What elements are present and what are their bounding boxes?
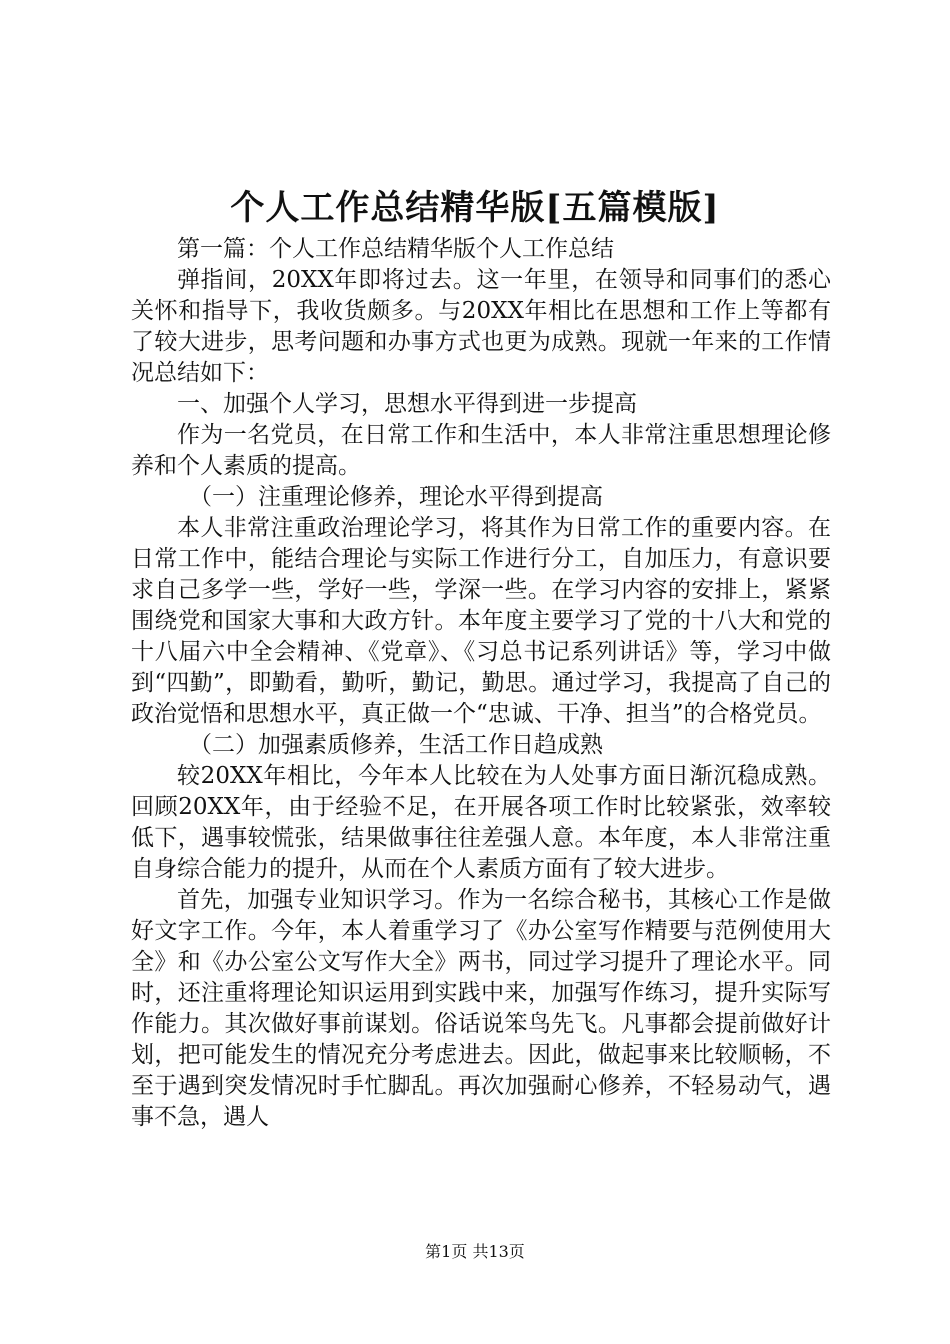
paragraph: 本人非常注重政治理论学习，将其作为日常工作的重要内容。在日常工作中，能结合理论与实际工作进行分工，自加压力，有意识要求自己多学一些，学好一些，学深一些。在学习内容的安排上，紧紧围绕党和国家大事和大政方针。本年度主要学习了党的十八大和党的十八届六中全会精神、《党章》、《习总书记系列讲话》等，学习中做到“四勤”，即勤看，勤听，勤记，勤思。通过学习，我提高了自己的政治觉悟和思想水平，真正做一个“忠诚、干净、担当”的合格党员。: [131, 515, 831, 727]
paragraph: 弹指间，20XX年即将过去。这一年里，在领导和同事们的悉心关怀和指导下，我收货颇多。与20XX年相比在思想和工作上等都有了较大进步，思考问题和办事方式也更为成熟。现就一年来的工作情况总结如下：: [131, 267, 831, 386]
paragraph-chapter-heading: 第一篇：个人工作总结精华版个人工作总结: [177, 236, 614, 262]
subsection-heading: （一）注重理论修养，理论水平得到提高: [189, 484, 603, 510]
paragraph: 较20XX年相比，今年本人比较在为人处事方面日渐沉稳成熟。回顾20XX年，由于经验不足，在开展各项工作时比较紧张，效率较低下，遇事较慌张，结果做事往往差强人意。本年度，本人非常注重自身综合能力的提升，从而在个人素质方面有了较大进步。: [131, 763, 831, 882]
subsection-heading: （二）加强素质修养，生活工作日趋成熟: [189, 732, 603, 758]
paragraph: 首先，加强专业知识学习。作为一名综合秘书，其核心工作是做好文字工作。今年，本人着重学习了《办公室写作精要与范例使用大全》和《办公室公文写作大全》两书，同过学习提升了理论水平。同时，还注重将理论知识运用到实践中来，加强写作练习，提升实际写作能力。其次做好事前谋划。俗话说笨鸟先飞。凡事都会提前做好计划，把可能发生的情况充分考虑进去。因此，做起事来比较顺畅，不至于遇到突发情况时手忙脚乱。再次加强耐心修养，不轻易动气，遇事不急，遇人: [131, 887, 831, 1130]
page-number-footer: 第1页 共13页: [425, 1242, 525, 1261]
paragraph: 作为一名党员，在日常工作和生活中，本人非常注重思想理论修养和个人素质的提高。: [131, 422, 831, 479]
section-heading: 一、加强个人学习，思想水平得到进一步提高: [177, 391, 637, 417]
document-title: 个人工作总结精华版[五篇模版]: [230, 188, 720, 228]
document-body: [131, 234, 831, 1133]
